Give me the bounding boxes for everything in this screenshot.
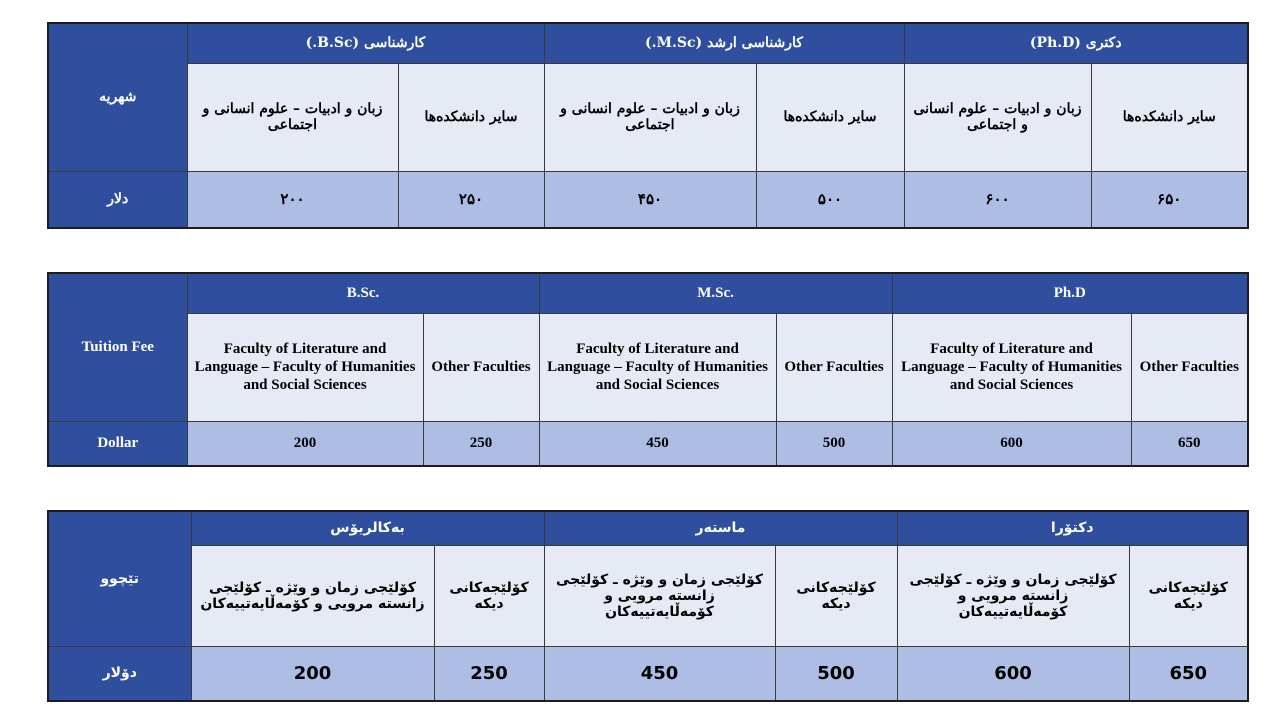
kurdish-fee-table (47, 510, 1249, 702)
english-faculty-phd-other: Other Faculties (1131, 313, 1248, 421)
english-value-bsc-literature: 200 (187, 421, 423, 466)
persian-faculty-phd-literature: زبان و ادبیات – علوم انسانی و اجتماعی (904, 63, 1091, 171)
kurdish-faculty-bsc-literature: کۆلێجی زمان و وێژە ـ کۆلێجی زانستە مرویی و کۆمەڵایەتییەکان (191, 545, 434, 646)
persian-degree-msc: کارشناسی ارشد (M.Sc.) (544, 23, 904, 63)
persian-faculty-msc-literature: زبان و ادبیات – علوم انسانی و اجتماعی (544, 63, 756, 171)
persian-faculty-msc-other: سایر دانشکده‌ها (756, 63, 904, 171)
persian-currency-label: دلار (48, 171, 187, 228)
persian-faculty-bsc-literature: زبان و ادبیات – علوم انسانی و اجتماعی (187, 63, 398, 171)
kurdish-value-msc-literature: 450 (544, 646, 775, 701)
english-degree-phd: Ph.D (892, 273, 1248, 313)
kurdish-faculty-phd-other: کۆلێجەکانی دیکە (1129, 545, 1248, 646)
english-value-bsc-other: 250 (423, 421, 539, 466)
kurdish-value-phd-other: 650 (1129, 646, 1248, 701)
persian-faculty-phd-other: سایر دانشکده‌ها (1091, 63, 1248, 171)
english-faculty-bsc-literature: Faculty of Literature and Language – Faculty of Humanities and Social Sciences (187, 313, 423, 421)
english-degree-bsc: B.Sc. (187, 273, 539, 313)
kurdish-degree-phd: دکتۆرا (897, 511, 1248, 545)
kurdish-currency-label: دۆلار (48, 646, 191, 701)
kurdish-faculty-bsc-other: کۆلێجەکانی دیکە (434, 545, 544, 646)
kurdish-value-bsc-literature: 200 (191, 646, 434, 701)
persian-value-msc-literature: ۴۵۰ (544, 171, 756, 228)
persian-degree-bsc: کارشناسی (B.Sc.) (187, 23, 544, 63)
kurdish-faculty-msc-other: کۆلێجەکانی دیکە (775, 545, 897, 646)
persian-value-msc-other: ۵۰۰ (756, 171, 904, 228)
kurdish-fee-label: تێچوو (48, 511, 191, 646)
english-faculty-msc-literature: Faculty of Literature and Language – Faculty of Humanities and Social Sciences (539, 313, 776, 421)
english-fee-table (47, 272, 1249, 467)
kurdish-faculty-msc-literature: کۆلێجی زمان و وێژە ـ کۆلێجی زانستە مرویی و کۆمەڵایەتییەکان (544, 545, 775, 646)
persian-fee-table (47, 22, 1249, 229)
persian-value-bsc-literature: ۲۰۰ (187, 171, 398, 228)
persian-value-bsc-other: ۲۵۰ (398, 171, 544, 228)
persian-degree-phd: دکتری (Ph.D) (904, 23, 1248, 63)
kurdish-value-msc-other: 500 (775, 646, 897, 701)
persian-fee-label: شهریه (48, 23, 187, 171)
english-currency-label: Dollar (48, 421, 187, 466)
kurdish-value-phd-literature: 600 (897, 646, 1129, 701)
persian-value-phd-literature: ۶۰۰ (904, 171, 1091, 228)
persian-value-phd-other: ۶۵۰ (1091, 171, 1248, 228)
persian-faculty-bsc-other: سایر دانشکده‌ها (398, 63, 544, 171)
english-value-phd-literature: 600 (892, 421, 1131, 466)
kurdish-degree-msc: ماستەر (544, 511, 897, 545)
english-value-msc-literature: 450 (539, 421, 776, 466)
english-faculty-bsc-other: Other Faculties (423, 313, 539, 421)
english-degree-msc: M.Sc. (539, 273, 892, 313)
kurdish-faculty-phd-literature: کۆلێجی زمان و وێژە ـ کۆلێجی زانستە مرویی و کۆمەڵایەتییەکان (897, 545, 1129, 646)
english-fee-label: Tuition Fee (48, 273, 187, 421)
english-faculty-phd-literature: Faculty of Literature and Language – Faculty of Humanities and Social Sciences (892, 313, 1131, 421)
english-value-msc-other: 500 (776, 421, 892, 466)
kurdish-value-bsc-other: 250 (434, 646, 544, 701)
english-faculty-msc-other: Other Faculties (776, 313, 892, 421)
kurdish-degree-bsc: بەکالریۆس (191, 511, 544, 545)
english-value-phd-other: 650 (1131, 421, 1248, 466)
